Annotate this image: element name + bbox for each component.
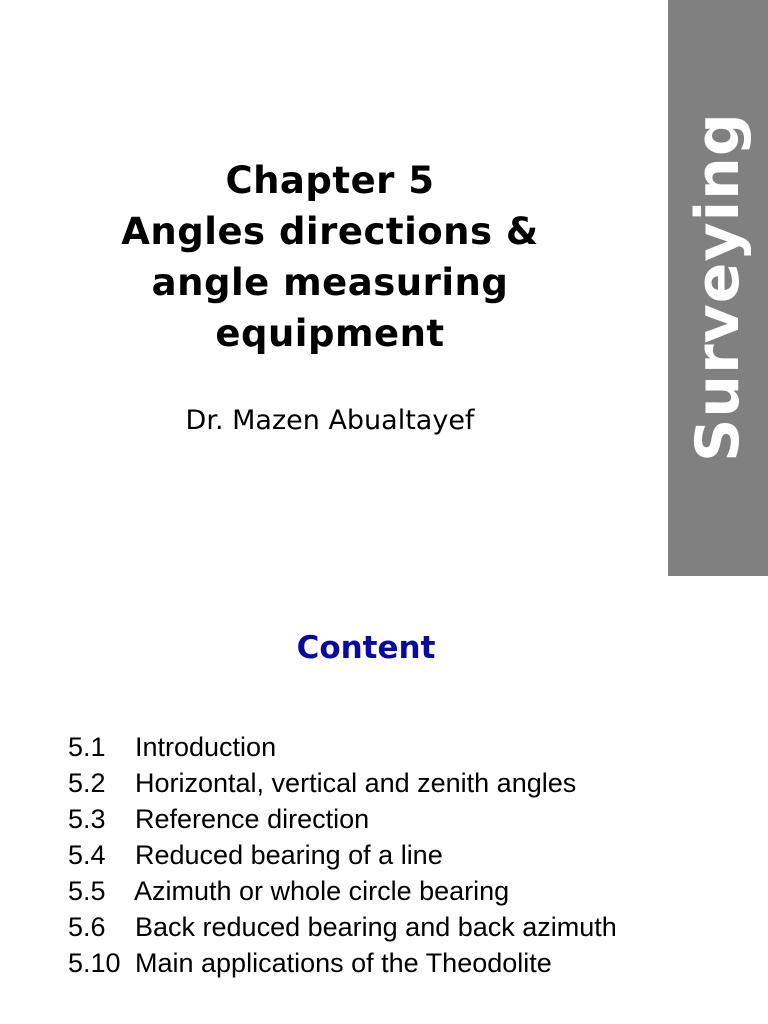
toc-item xyxy=(68,873,617,909)
toc-number: 5.1 xyxy=(68,732,106,762)
toc-number: 5.5 xyxy=(68,876,106,906)
author-name: Dr. Mazen Abualtayef xyxy=(185,405,475,436)
toc-text: Introduction xyxy=(135,732,277,762)
side-label: Surveying xyxy=(683,112,753,462)
toc-item xyxy=(68,837,617,873)
toc-text: Back reduced bearing and back azimuth xyxy=(135,912,617,942)
title-line-1: Chapter 5 xyxy=(225,159,435,202)
content-heading: Content xyxy=(296,630,436,666)
toc-text: Horizontal, vertical and zenith angles xyxy=(135,768,577,798)
title-line-3: angle measuring xyxy=(151,261,509,304)
toc-text: Reference direction xyxy=(135,804,370,834)
title-line-4: equipment xyxy=(215,312,445,355)
side-band xyxy=(668,0,768,576)
toc-item xyxy=(68,801,617,837)
chapter-title xyxy=(70,155,590,359)
toc-item xyxy=(68,945,617,981)
toc-item xyxy=(68,909,617,945)
toc-number: 5.6 xyxy=(68,912,106,942)
toc-text: Main applications of the Theodolite xyxy=(135,948,552,978)
toc-text: Azimuth or whole circle bearing xyxy=(134,876,510,906)
toc-number: 5.3 xyxy=(68,804,106,834)
toc-number: 5.2 xyxy=(68,768,106,798)
toc-number: 5.10 xyxy=(68,948,121,978)
toc-item xyxy=(68,765,617,801)
toc-number: 5.4 xyxy=(68,840,106,870)
title-line-2: Angles directions & xyxy=(121,210,539,253)
toc-text: Reduced bearing of a line xyxy=(135,840,443,870)
toc-item xyxy=(68,729,617,765)
table-of-contents xyxy=(68,729,617,981)
